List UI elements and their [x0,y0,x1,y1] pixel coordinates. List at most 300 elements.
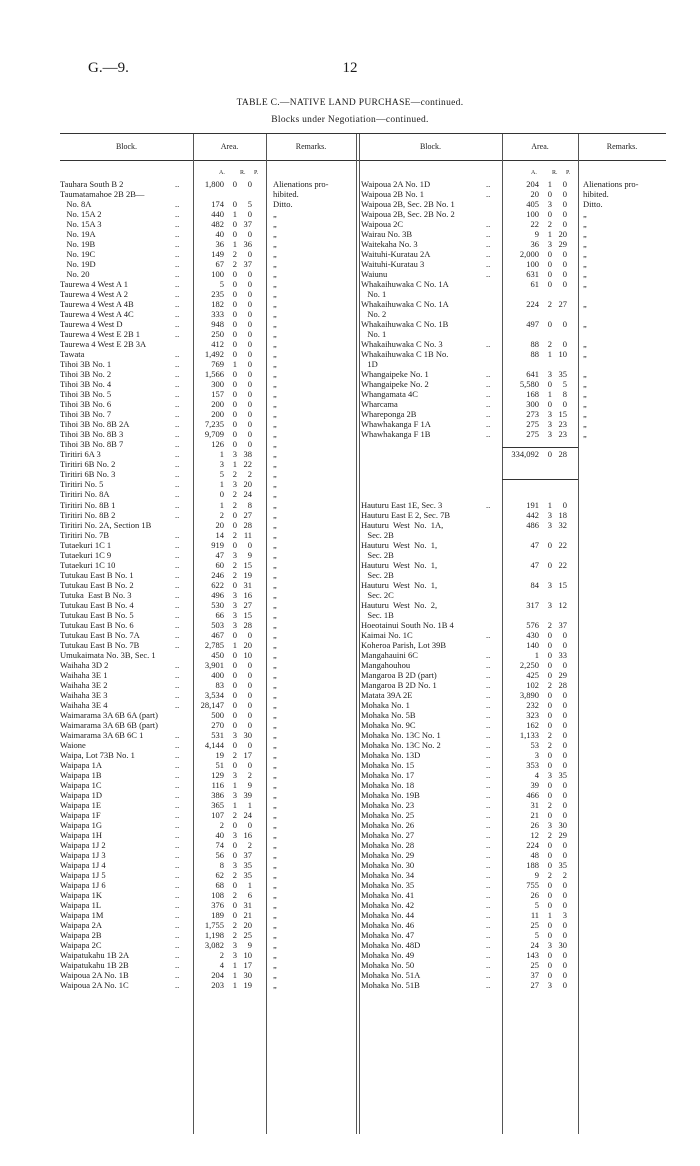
area-acres: 4 [534,769,539,780]
leader-dots: .. [175,389,180,400]
area-perches: 8 [562,389,567,400]
remarks-text: „ [273,379,277,390]
area-perches: 0 [562,659,567,670]
block-name: Mohaka No. 34 [361,870,415,881]
area-acres: 168 [526,389,539,400]
area-perches: 31 [243,900,252,911]
table-row [60,329,360,339]
leader-dots: .. [175,679,180,690]
block-name: Wharcama [361,399,398,410]
block-name: Waihaha 3D 2 [60,659,109,670]
block-name: Mohaka No. 28 [361,840,415,851]
table-row [60,520,360,530]
table-row [361,910,681,920]
leader-dots: .. [175,459,180,470]
area-roods: 0 [547,259,552,270]
block-name: Tutukau East B No. 7B [60,639,140,650]
area-perches: 0 [247,409,252,420]
area-roods: 0 [232,840,237,851]
leader-dots: .. [486,369,491,380]
block-name: No. 19B [60,239,96,250]
remarks-text: „ [273,269,277,280]
leader-dots: .. [175,529,180,540]
table-row [60,429,360,439]
area-perches: 28 [243,619,252,630]
remarks-text: „ [273,649,277,660]
remarks-text: „ [273,980,277,991]
remarks-text: „ [273,449,277,460]
block-name: Waipapa 1M [60,910,104,921]
table-row [60,489,360,499]
leader-dots: .. [175,469,180,480]
area-perches: 0 [562,499,567,510]
block-name: Hauturu West No. 2, [361,599,438,610]
area-perches: 11 [243,529,252,540]
area-acres: 275 [526,419,539,430]
block-name: Waipapa 1J 3 [60,850,106,861]
area-acres: 5,580 [519,379,539,390]
area-roods: 0 [547,559,552,570]
table-row [361,580,681,590]
block-name: Mohaka No. 46 [361,920,415,931]
remarks-text: „ [273,789,277,800]
leader-dots: .. [486,789,491,800]
area-acres: 333 [211,309,224,320]
table-row [361,770,681,780]
remarks-text: „ [273,900,277,911]
table-row [361,660,681,670]
table-row [361,520,681,530]
leader-dots: .. [486,499,491,510]
area-acres: 25 [530,920,539,931]
table-row [60,730,360,740]
remarks-text: „ [273,599,277,610]
remarks-text: „ [583,319,587,330]
area-roods: 0 [547,209,552,220]
table-row [60,299,360,309]
remarks-text: „ [273,799,277,810]
leader-dots: .. [175,289,180,300]
area-perches: 0 [247,359,252,370]
area-roods: 3 [232,449,237,460]
area-perches: 0 [562,729,567,740]
table-row [361,710,681,720]
area-perches: 0 [562,279,567,290]
remarks-text: „ [273,489,277,500]
leader-dots: .. [175,229,180,240]
area-acres: 88 [530,349,539,360]
table-row [60,750,360,760]
table-row [60,339,360,349]
area-acres: 189 [211,910,224,921]
block-name: Mohaka No. 51A [361,970,421,981]
area-perches: 0 [562,809,567,820]
block-name: Taurewa 4 West A 4C [60,309,134,320]
table-row [60,640,360,650]
area-acres: 48 [530,850,539,861]
table-row [60,620,360,630]
area-perches: 23 [558,429,567,440]
block-name: Waiunu [361,269,388,280]
area-acres: 270 [211,719,224,730]
leader-dots: .. [486,850,491,861]
remarks-text: „ [273,639,277,650]
remarks-text: hibited. [273,189,299,200]
block-name: Waipatukahu 1B 2A [60,950,130,961]
area-perches: 9 [247,549,252,560]
block-name: Taurewa 4 West A 1 [60,279,128,290]
area-perches: 20 [243,479,252,490]
area-roods: 2 [232,809,237,820]
leader-dots: .. [175,970,180,981]
table-row [361,930,681,940]
leader-dots: .. [486,749,491,760]
table-row [361,500,681,510]
leader-dots: .. [175,950,180,961]
area-roods: 3 [232,789,237,800]
leader-dots: .. [486,840,491,851]
leader-dots: .. [486,920,491,931]
table-row [361,279,681,289]
block-name: Mohaka No. 13D [361,749,421,760]
block-name: Tutaekuri 1C 1 [60,539,112,550]
remarks-text: „ [273,219,277,230]
block-name: Mangahouhou [361,659,411,670]
table-row [60,500,360,510]
leader-dots: .. [486,950,491,961]
table-row [361,960,681,970]
table-row [361,189,681,199]
table-row [361,920,681,930]
leader-dots: .. [175,799,180,810]
table-row [361,790,681,800]
area-perches: 0 [562,920,567,931]
table-row [60,189,360,199]
area-perches: 27 [558,299,567,310]
table-row [60,850,360,860]
area-perches: 9 [247,940,252,951]
area-perches: 15 [558,579,567,590]
remarks-text: „ [273,759,277,770]
area-acres: 8 [219,860,224,871]
remarks-text: „ [273,289,277,300]
leader-dots: .. [175,920,180,931]
area-acres: 3 [534,749,539,760]
area-roods: 0 [547,880,552,891]
remarks-text: „ [583,209,587,220]
area-perches: 0 [247,439,252,450]
remarks-text: „ [273,960,277,971]
block-name: Mohaka No. 19B [361,789,420,800]
remarks-text: „ [583,379,587,390]
area-acres: 25 [530,960,539,971]
area-roods: 2 [547,219,552,230]
leader-dots: .. [486,719,491,730]
block-name: Waipapa 1J 4 [60,860,106,871]
leader-dots: .. [175,960,180,971]
area-acres: 300 [211,379,224,390]
leader-dots: .. [175,910,180,921]
block-name: Tiritiri No. 8B 1 [60,499,116,510]
table-row [361,820,681,830]
area-roods: 0 [232,539,237,550]
leader-dots: .. [486,890,491,901]
block-name: Hauturu East 1E, Sec. 3 [361,499,443,510]
block-name: Mohaka No. 47 [361,930,415,941]
block-name: Mohaka No. 23 [361,799,415,810]
area-roods: 3 [232,609,237,620]
area-acres: 530 [211,599,224,610]
area-roods: 2 [547,799,552,810]
area-perches: 0 [247,299,252,310]
area-perches: 0 [562,789,567,800]
area-roods: 3 [547,409,552,420]
area-roods: 0 [232,229,237,240]
leader-dots: .. [486,820,491,830]
area-acres: 224 [526,840,539,851]
table-row [361,860,681,870]
area-roods: 0 [547,379,552,390]
block-name: Taurewa 4 West A 2 [60,289,128,300]
table-row [361,359,681,369]
area-perches: 5 [562,379,567,390]
block-name: Whangaipeke No. 2 [361,379,429,390]
leader-dots: .. [175,249,180,260]
table-row [60,810,360,820]
remarks-text: „ [273,749,277,760]
block-name: Whakaihuwaka C No. 1A [361,299,449,310]
leader-dots: .. [486,269,491,280]
area-acres: 250 [211,329,224,340]
leader-dots: .. [175,409,180,420]
area-roods: 1 [232,980,237,991]
area-perches: 15 [558,409,567,420]
area-perches: 29 [558,830,567,841]
area-roods: 0 [547,850,552,861]
block-name: Whawhakanga F 1B [361,429,431,440]
block-name: Tihoi 3B No. 6 [60,399,112,410]
table-row [361,369,681,379]
table-row [60,670,360,680]
table-row [60,560,360,570]
leader-dots: .. [175,639,180,650]
block-name: Tiritiri No. 5 [60,479,104,490]
area-roods: 2 [547,830,552,841]
area-perches: 0 [247,669,252,680]
table-row [60,319,360,329]
area-roods: 0 [547,189,552,200]
area-roods: 0 [232,719,237,730]
area-roods: 0 [232,519,237,530]
area-perches: 0 [562,900,567,911]
leader-dots: .. [175,930,180,941]
table-row [361,650,681,660]
table-row [361,800,681,810]
block-name: Mohaka No. 13C No. 1 [361,729,441,740]
table-row [361,600,681,610]
block-name: Tihoi 3B No. 2 [60,369,112,380]
block-name: Waipapa 1L [60,900,102,911]
area-acres: 400 [211,669,224,680]
area-perches: 0 [562,739,567,750]
area-roods: 3 [547,769,552,780]
leader-dots: .. [486,419,491,430]
block-name: Taumatamahoe 2B 2B— [60,189,145,200]
area-roods: 3 [547,579,552,590]
block-name: Sec. 2C [361,589,394,600]
leader-dots: .. [175,830,180,841]
table-row [361,620,681,630]
remarks-text: „ [273,920,277,931]
area-acres: 235 [211,289,224,300]
area-perches: 0 [247,429,252,440]
area-acres: 60 [215,559,224,570]
block-name: Waipoua 2C [361,219,404,230]
remarks-text: „ [273,619,277,630]
table-row [361,700,681,710]
area-roods: 0 [547,709,552,720]
remarks-text: „ [583,219,587,230]
remarks-text: „ [273,719,277,730]
block-name: No. 20 [60,269,90,280]
table-row [361,640,681,650]
area-perches: 0 [562,749,567,760]
table-row [60,359,360,369]
area-roods: 0 [547,449,552,460]
leader-dots: .. [486,229,491,240]
area-acres: 126 [211,439,224,450]
table-row [361,510,681,520]
remarks-text: Ditto. [583,199,603,210]
area-perches: 0 [247,679,252,690]
remarks-text: „ [273,339,277,350]
leader-dots: .. [175,579,180,590]
area-roods: 0 [547,920,552,931]
block-name: Hauturu West No. 1, [361,539,438,550]
leader-dots: .. [486,970,491,981]
table-row [60,349,360,359]
area-roods: 3 [232,549,237,560]
remarks-text: „ [273,259,277,270]
remarks-text: „ [273,629,277,640]
area-acres: 47 [530,559,539,570]
table-row [60,920,360,930]
remarks-text: „ [273,299,277,310]
table-row [361,610,681,620]
table-row [361,439,681,449]
area-acres: 61 [530,279,539,290]
area-perches: 3 [562,910,567,921]
area-perches: 0 [562,980,567,991]
leader-dots: .. [486,729,491,740]
area-roods: 0 [232,279,237,290]
block-name: Hauturu West No. 1A, [361,519,444,530]
remarks-text: „ [273,509,277,520]
area-roods: 3 [547,239,552,250]
area-roods: 3 [547,519,552,530]
table-row [361,269,681,279]
leader-dots: .. [486,779,491,790]
table-row [361,409,681,419]
area-acres: 467 [211,629,224,640]
table-row [60,930,360,940]
area-perches: 0 [562,930,567,941]
area-perches: 0 [247,179,252,189]
remarks-text: „ [273,439,277,450]
area-acres: 317 [526,599,539,610]
area-acres: 12 [530,830,539,841]
remarks-text: „ [583,419,587,430]
remarks-text: „ [273,549,277,560]
leader-dots: .. [175,699,180,710]
leader-dots: .. [175,509,180,520]
leader-dots: .. [486,880,491,891]
block-name: Waipapa 2A [60,920,103,931]
block-name: Taurewa 4 West E 2B 1 [60,329,141,340]
block-name: Mohaka No. 13C No. 2 [361,739,441,750]
remarks-text: „ [273,249,277,260]
leader-dots: .. [486,179,491,189]
remarks-text: „ [273,419,277,430]
area-perches: 22 [558,539,567,550]
area-roods: 0 [547,890,552,901]
leader-dots: .. [486,960,491,971]
area-roods: 3 [547,940,552,951]
area-perches: 37 [243,850,252,861]
table-row [60,650,360,660]
leader-dots: .. [175,539,180,550]
area-acres: 412 [211,339,224,350]
table-row [60,510,360,520]
area-perches: 35 [558,769,567,780]
area-roods: 3 [547,369,552,380]
leader-dots: .. [175,559,180,570]
area-acres: 386 [211,789,224,800]
area-acres: 191 [526,499,539,510]
leader-dots: .. [486,259,491,270]
table-row [60,960,360,970]
area-acres: 5 [219,279,224,290]
area-acres: 22 [530,219,539,230]
table-row [361,690,681,700]
header-block-left: Block. [115,142,138,151]
area-perches: 0 [247,689,252,700]
area-roods: 2 [232,569,237,580]
block-name: Tiritiri 6B No. 3 [60,469,116,480]
area-acres: 1 [219,449,224,460]
leader-dots: .. [175,980,180,991]
remarks-text: „ [273,399,277,410]
remarks-text: „ [273,850,277,861]
remarks-text: „ [583,399,587,410]
remarks-text: „ [583,299,587,310]
area-perches: 37 [558,619,567,630]
area-acres: 769 [211,359,224,370]
area-perches: 20 [243,639,252,650]
area-perches: 29 [558,669,567,680]
area-perches: 28 [243,519,252,530]
block-name: Tiritiri No. 2A, Section 1B [60,519,152,530]
remarks-text: „ [273,950,277,961]
area-acres: 0 [219,489,224,500]
leader-dots: .. [486,339,491,350]
area-perches: 0 [247,379,252,390]
remarks-text: „ [583,269,587,280]
table-row [60,439,360,449]
table-row [361,720,681,730]
area-acres: 108 [211,890,224,901]
area-perches: 0 [247,309,252,320]
